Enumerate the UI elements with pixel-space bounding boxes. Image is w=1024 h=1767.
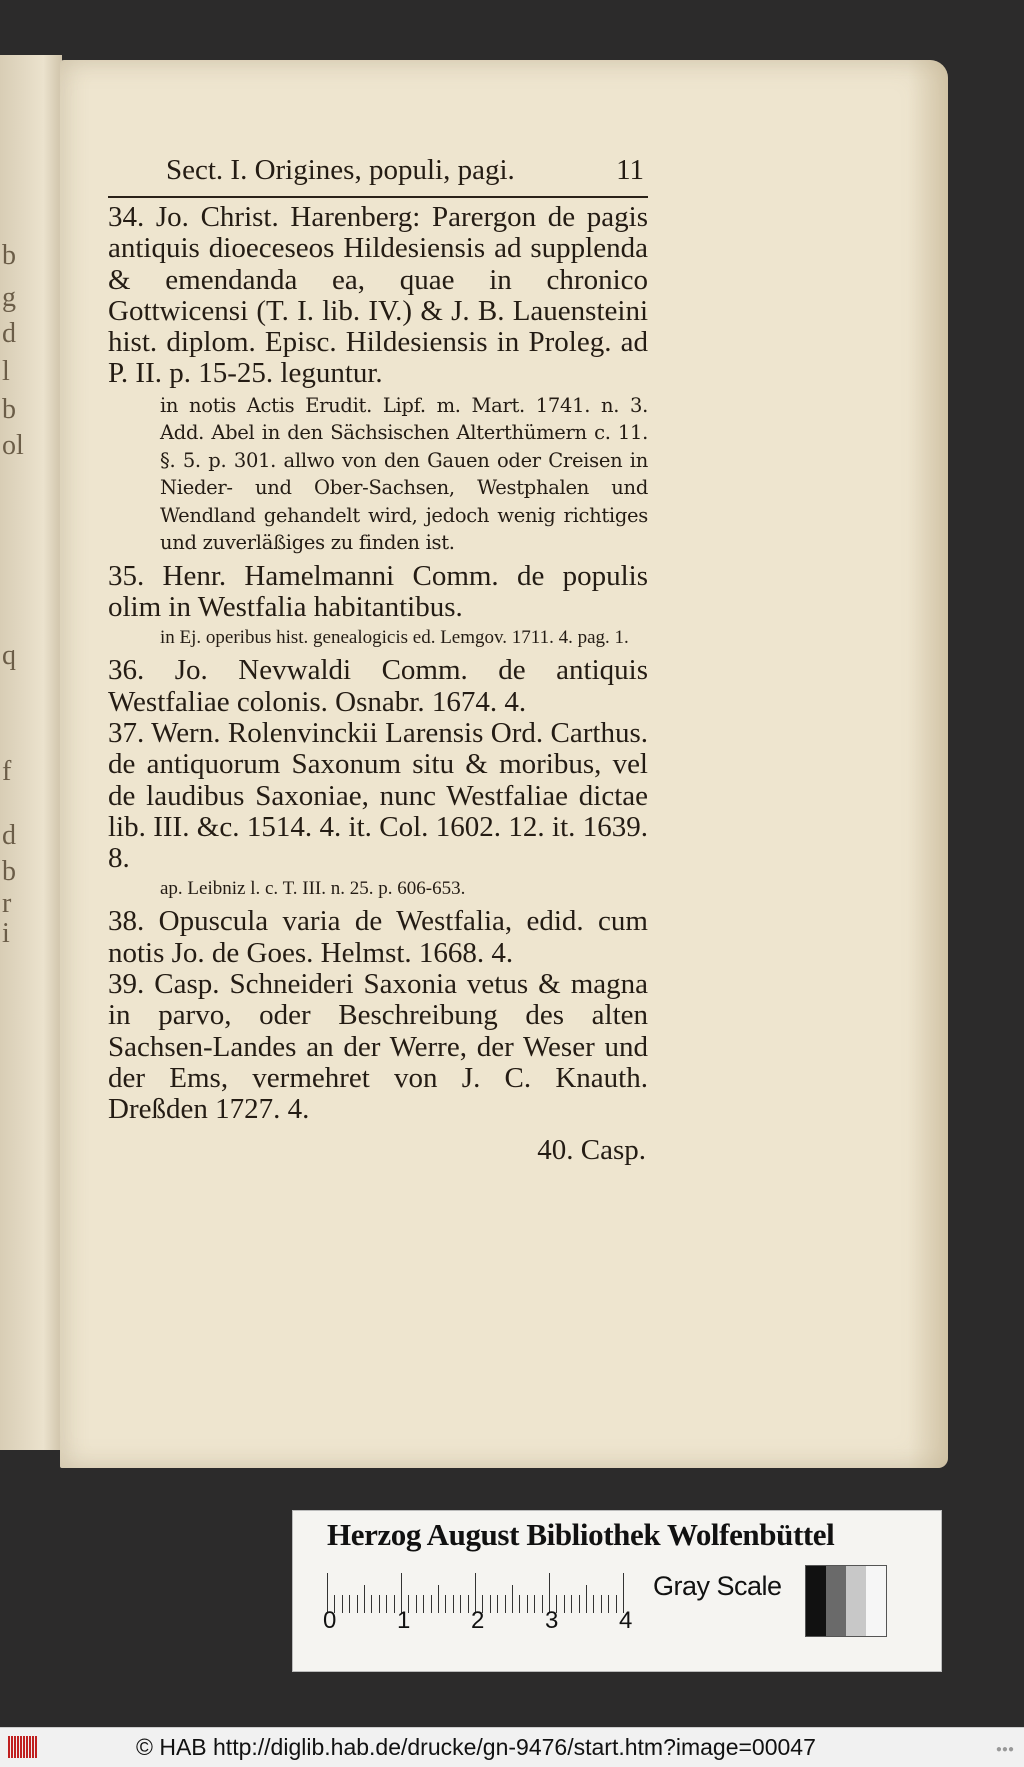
ruler-label-0: 0 [323,1607,337,1634]
gray-swatch [826,1566,846,1636]
footer-url[interactable]: © HAB http://diglib.hab.de/drucke/gn-9476/start.htm?image=00047 [136,1734,816,1760]
running-head-title: Sect. I. Origines, populi, pagi. [166,154,515,186]
gray-scale-label: Gray Scale [653,1571,782,1601]
ruler-tick [579,1595,580,1613]
ruler-tick [490,1595,491,1613]
barcode-icon [8,1736,46,1758]
ruler-tick [601,1595,602,1613]
entry-37-note: ap. Leibniz l. c. T. III. n. 25. p. 606-653. [160,878,466,900]
entry-38: 38. Opuscula varia de Westfalia, edid. cum notis Jo. de Goes. Helmst. 1668. 4. [108,905,648,969]
target-title: Herzog August Bibliothek Wolfenbüttel [327,1517,835,1552]
page-number: 11 [616,154,644,186]
gray-swatch [866,1566,886,1636]
ruler-tick [342,1595,343,1613]
entry-35: 35. Henr. Hamelmanni Comm. de populis olim in Westfalia habitantibus. [108,559,648,624]
entry-35-note: in Ej. operibus hist. genealogicis ed. Lemgov. 1711. 4. pag. 1. [160,627,629,649]
edge-fragment: f [2,756,12,787]
ruler-tick [534,1595,535,1613]
ruler-tick [423,1595,424,1613]
edge-fragment: ol [2,430,24,461]
running-head [108,148,648,198]
ruler-tick [431,1595,432,1613]
facing-page-edge [0,55,62,1450]
ruler-tick [445,1595,446,1613]
ruler-tick [497,1595,498,1613]
ruler-tick [453,1595,454,1613]
edge-fragment: l [2,356,10,387]
catchword: 40. Casp. [537,1133,646,1166]
ruler-tick [468,1595,469,1613]
more-icon: ●●● [995,1744,1014,1755]
ruler-tick [586,1585,587,1613]
ruler-label-2: 2 [471,1607,485,1634]
entry-39: 39. Casp. Schneideri Saxonia vetus & magna in parvo, oder Beschreibung des alten Sachsen-Landes an der Werre, der Weser und der Ems, vermehret von J. C. Knauth. Dreßden 1727. 4. [108,968,648,1126]
footer-bar [0,1727,1024,1767]
edge-fragment: d [2,820,16,851]
ruler-label-1: 1 [397,1607,411,1634]
ruler-tick [394,1595,395,1613]
ruler-tick [364,1585,365,1613]
gray-swatch [806,1566,826,1636]
edge-fragment: i [2,918,10,949]
color-target [292,1510,942,1672]
edge-fragment: g [2,282,16,313]
entry-37: 37. Wern. Rolenvinckii Larensis Ord. Carthus. de antiquorum Saxonum situ & moribus, vel de laudibus Saxoniae, nunc Westfaliae dictae lib. III. &c. 1514. 4. it. Col. 1602. 12. it. 1639. 8. [108,716,648,875]
ruler-tick [386,1595,387,1613]
edge-fragment: q [2,640,16,671]
ruler-label-3: 3 [545,1607,559,1634]
ruler-tick [438,1585,439,1613]
ruler-tick [416,1595,417,1613]
ruler-tick [379,1595,380,1613]
ruler-tick [564,1595,565,1613]
gray-swatch [846,1566,866,1636]
ruler-tick [527,1595,528,1613]
ruler-tick [512,1585,513,1613]
entry-34: 34. Jo. Christ. Harenberg: Parergon de pagis antiquis dioeceseos Hildesiensis ad supplenda & emendanda ea, quae in chronico Gottwicensi (T. I. lib. IV.) & J. B. Lauensteini hist. diplom. Episc. Hildesiensis in Proleg. ad P. II. p. 15-25. leguntur. [108,201,648,390]
page-text [108,148,648,1167]
ruler-tick [460,1595,461,1613]
edge-fragment: r [2,888,12,919]
entry-36: 36. Jo. Nevwaldi Comm. de antiquis Westfaliae colonis. Osnabr. 1674. 4. [108,654,648,718]
entry-34-note: in notis Actis Erudit. Lipf. m. Mart. 1741. n. 3. Add. Abel in den Sächsischen Alterthümern c. 11. §. 5. p. 301. allwo von den Gauen oder Creisen in Nieder- und Ober-Sachsen, Westphalen und Wendland gehandelt wird, jedoch wenig richtiges und zuverläßiges zu finden ist. [160,393,648,555]
ruler-tick [519,1595,520,1613]
gray-scale-swatches [805,1565,887,1637]
edge-fragment: b [2,240,16,271]
edge-fragment: b [2,856,16,887]
edge-fragment: b [2,394,16,425]
ruler-label-4: 4 [619,1607,633,1634]
edge-fragment: d [2,318,16,349]
ruler-tick [357,1595,358,1613]
ruler-tick [571,1595,572,1613]
ruler-tick [608,1595,609,1613]
ruler-tick [505,1595,506,1613]
ruler-tick [349,1595,350,1613]
ruler-tick [616,1595,617,1613]
ruler-tick [593,1595,594,1613]
ruler-tick [542,1595,543,1613]
ruler-tick [371,1595,372,1613]
